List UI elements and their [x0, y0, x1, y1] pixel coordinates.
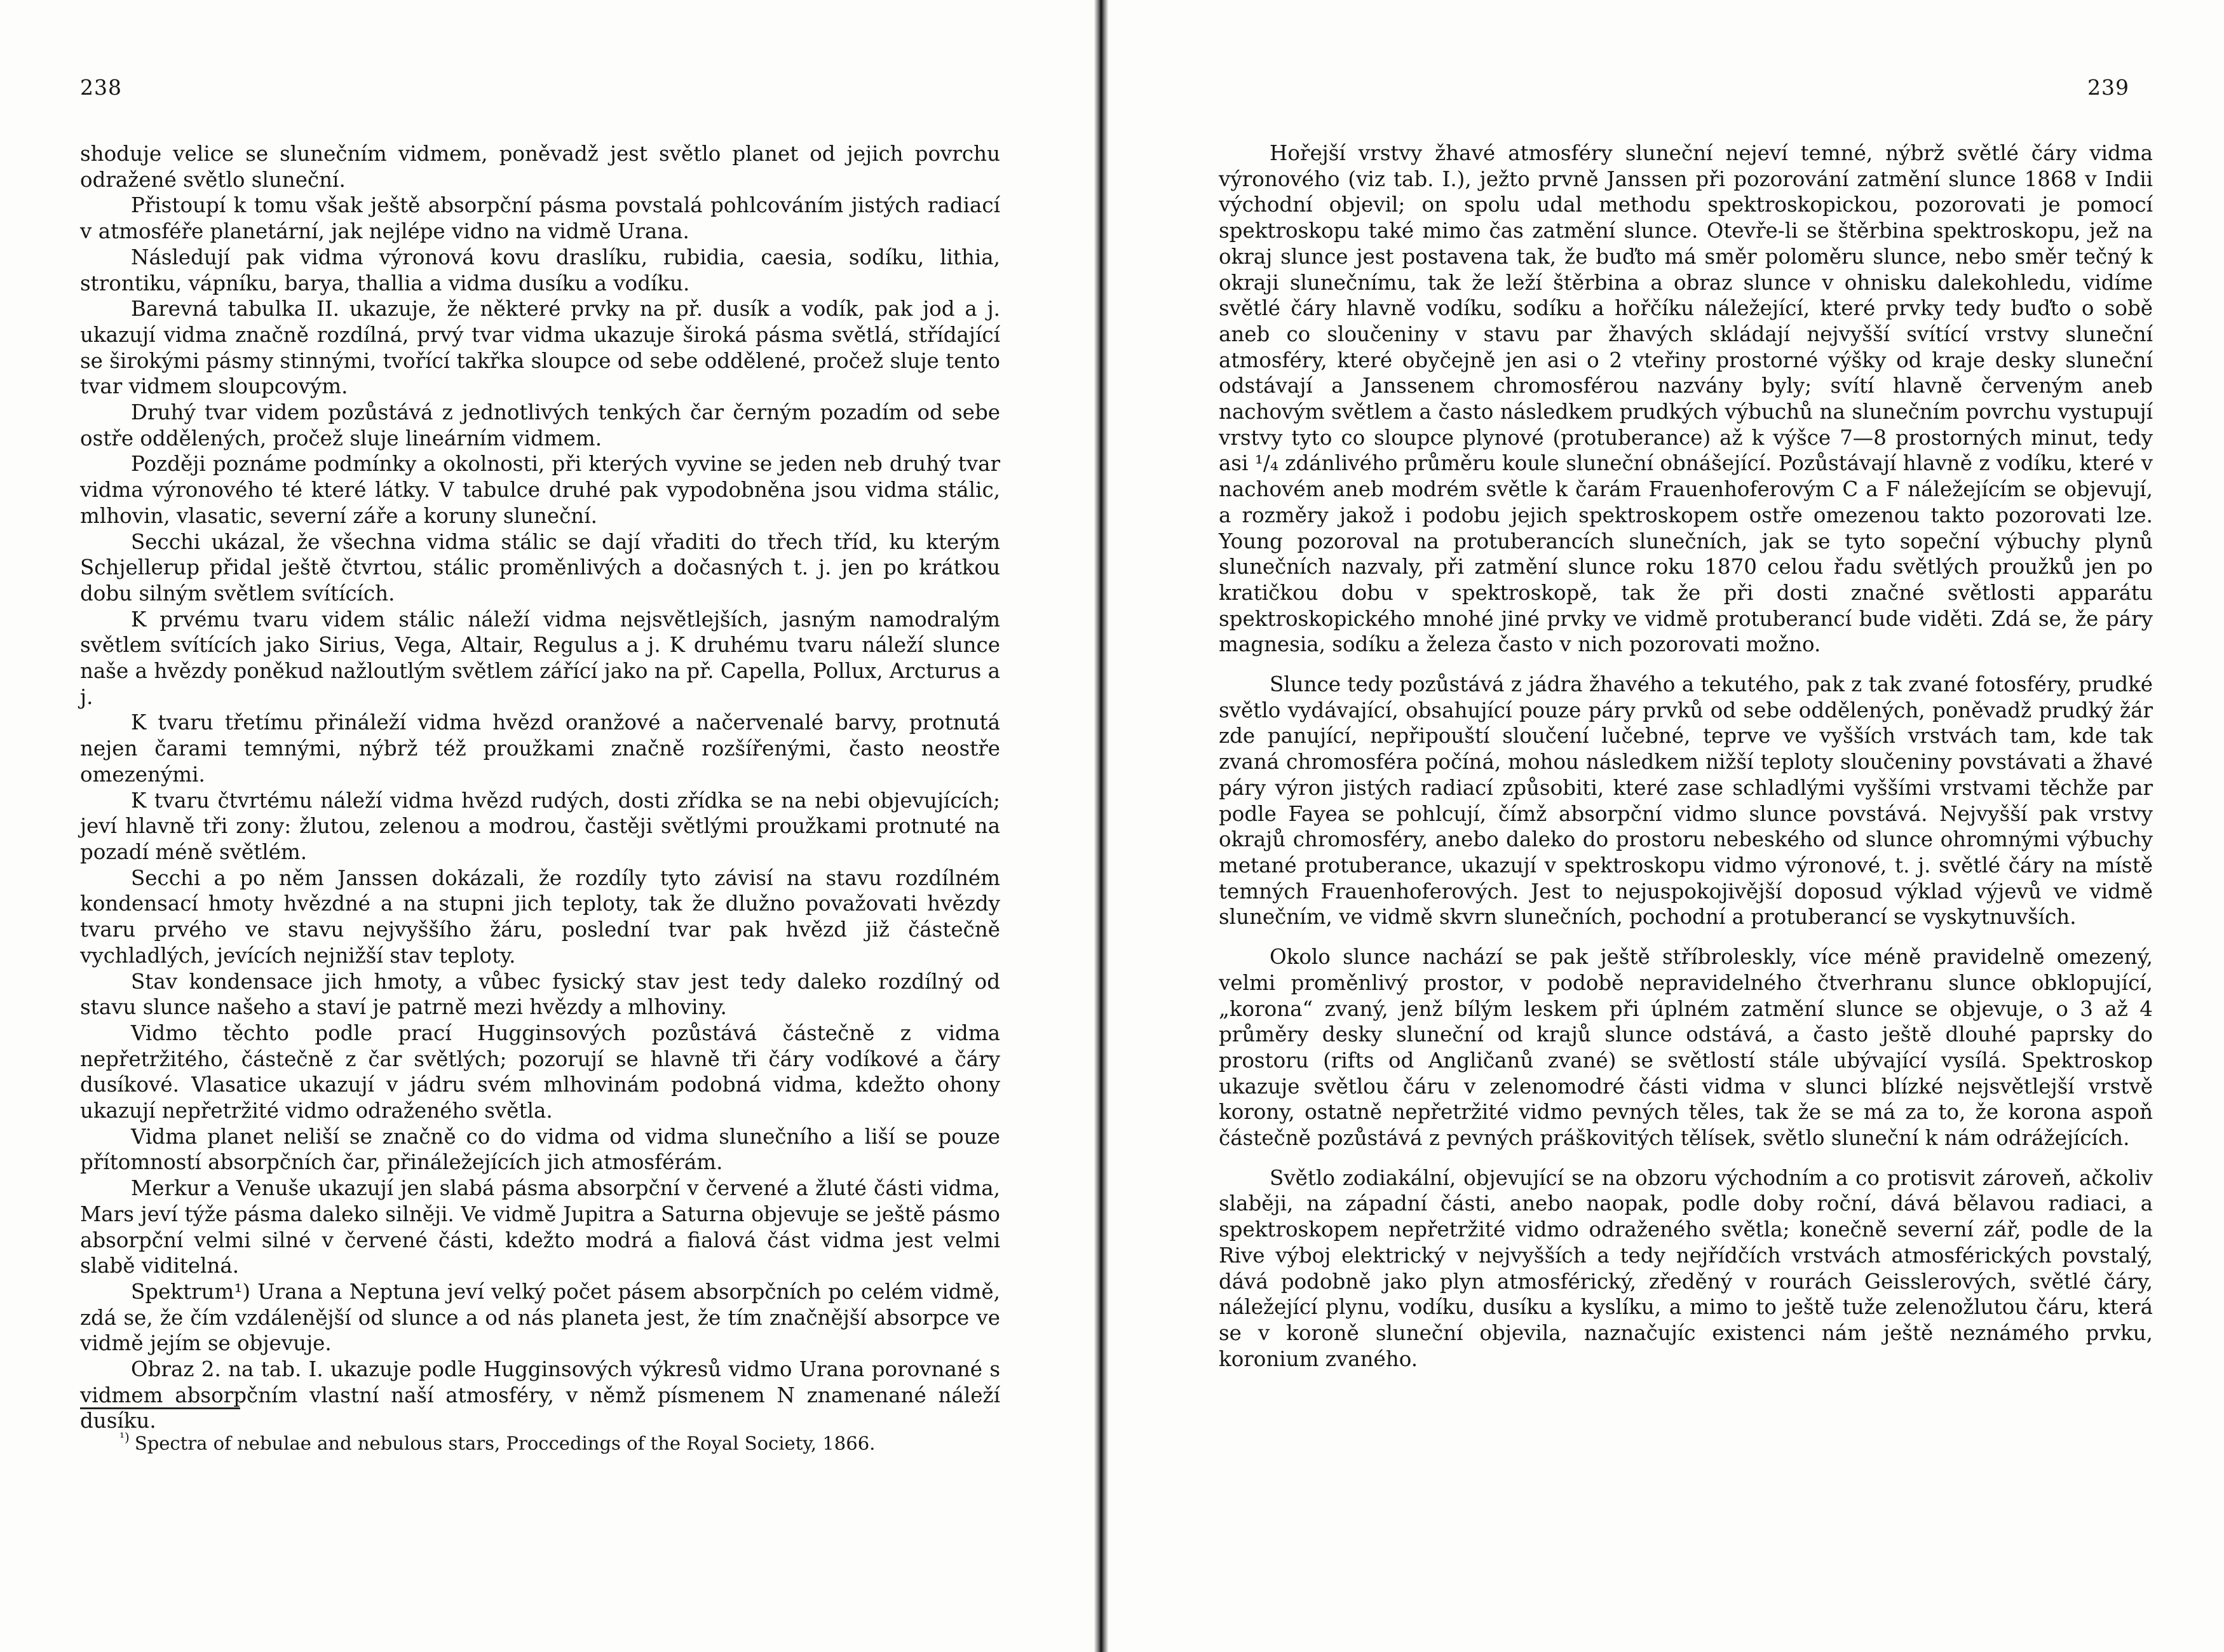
footnote-text: Spectra of nebulae and nebulous stars, Proccedings of the Royal Society, 1866. [134, 1432, 876, 1454]
paragraph: Obraz 2. na tab. I. ukazuje podle Hugginsových výkresů vidmo Urana porovnané s vidmem absorpčním vlastní naší atmosféry, v němž písmenem N znamenané náleží dusíku. [80, 1357, 1000, 1433]
paragraph: Secchi ukázal, že všechna vidma stálic se dají vřaditi do třech tříd, ku kterým Schjellerup přidal ještě čtvrtou, stálic proměnlivých a dočasných t. j. jen po krátkou dobu silným světlem svítících. [80, 529, 1000, 606]
paragraph: Okolo slunce nachází se pak ještě stříbroleskly, více méně pravidelně omezený, velmi proměnlivý prostor, v podobě nepravidelného čtverhranu slunce obklopující, „korona“ zvaný, jenž bílým leskem při úplném zatmění slunce se objevuje, o 3 až 4 průměry desky sluneční od krajů slunce odstává, a často ještě dlouhé paprsky do prostoru (rifts od Angličanů zvané) se světlostí stále ubývající vysílá. Spektroskop ukazuje světlou čáru v zelenomodré části vidma v slunci blízké nejsvětlejší vrstvě korony, ostatně nepřetržité vidmo pevných těles, tak že se má za to, že korona aspoň částečně pozůstává z pevných práškovitých tělísek, světlo sluneční k nám odrážejících. [1219, 945, 2153, 1151]
paragraph: Spektrum¹) Urana a Neptuna jeví velký počet pásem absorpčních po celém vidmě, zdá se, že čím vzdálenější od slunce a od nás planeta jest, že tím značnější absorpce ve vidmě jejím se objevuje. [80, 1279, 1000, 1356]
footnote [119, 1427, 1009, 1455]
paragraph: Stav kondensace jich hmoty, a vůbec fysický stav jest tedy daleko rozdílný od stavu slunce našeho a staví je patrně mezi hvězdy a mlhoviny. [80, 969, 1000, 1020]
page-number-right: 239 [2087, 75, 2129, 100]
paragraph: Merkur a Venuše ukazují jen slabá pásma absorpční v červené a žluté části vidma, Mars jeví týže pásma daleko silněji. Ve vidmě Jupitra a Saturna objevuje se ještě pásmo absorpční velmi silné v červené části, kdežto modrá a fialová část vidma jest velmi slabě viditelná. [80, 1176, 1000, 1278]
paragraph: K tvaru čtvrtému náleží vidma hvězd rudých, dosti zřídka se na nebi objevujících; jeví hlavně tři zony: žlutou, zelenou a modrou, častěji světlými proužkami protnuté na pozadí méně světlém. [80, 788, 1000, 864]
paragraph: Barevná tabulka II. ukazuje, že některé prvky na př. dusík a vodík, pak jod a j. ukazují vidma značně rozdílná, prvý tvar vidma ukazuje široká pásma světlá, střídající se širokými pásmy stinnými, tvořící takřka sloupce od sebe oddělené, pročež sluje tento tvar vidmem sloupcovým. [80, 297, 1000, 399]
page-number-left: 238 [80, 75, 122, 100]
paragraph: K prvému tvaru videm stálic náleží vidma nejsvětlejších, jasným namodralým světlem svítících jako Sirius, Vega, Altair, Regulus a j. K druhému tvaru náleží slunce naše a hvězdy poněkud nažloutlým světlem zářící jako na př. Capella, Pollux, Arcturus a j. [80, 607, 1000, 709]
paragraph: Následují pak vidma výronová kovu draslíku, rubidia, caesia, sodíku, lithia, strontiku, vápníku, barya, thallia a vidma dusíku a vodíku. [80, 245, 1000, 295]
paragraph: Slunce tedy pozůstává z jádra žhavého a tekutého, pak z tak zvané fotosféry, prudké světlo vydávající, obsahující pouze páry prvků od sebe oddělených, poněvadž prudký žár zde panující, nepřipouští sloučení lučebné, teprve ve vyšších vrstvách tam, kde tak zvaná chromosféra počíná, mohou následkem nižší teploty sloučeniny povstávati a žhavé páry výron jistých radiací způsobiti, které zase schladlými vyššími vrstvami těchže par podle Fayea se pohlcují, čímž absorpční vidmo slunce povstává. Nejvyšší pak vrstvy okrajů chromosféry, anebo daleko do prostoru nebeského od slunce ohromnými výbuchy metané protuberance, ukazují v spektroskopu vidmo výronové, t. j. světlé čáry na místě temných Frauenhoferových. Jest to nejuspokojivější doposud výklad výjevů ve vidmě slunečním, ve vidmě skvrn slunečních, pochodní a protuberancí se vyskytnuvších. [1219, 672, 2153, 930]
paragraph: Vidma planet neliší se značně co do vidma od vidma slunečního a liší se pouze přítomností absorpčních čar, přináležejících jich atmosférám. [80, 1124, 1000, 1175]
paragraph: shoduje velice se slunečním vidmem, poněvadž jest světlo planet od jejich povrchu odražené světlo sluneční. [80, 142, 1000, 192]
paragraph: Secchi a po něm Janssen dokázali, že rozdíly tyto závisí na stavu rozdílném kondensací hmoty hvězdné a na stupni jich teploty, tak že dlužno považovati hvězdy tvaru prvého ve stavu nejvyššího žáru, poslední tvar pak hvězd již částečně vychladlých, jevících nejnižší stav teploty. [80, 865, 1000, 968]
paragraph: K tvaru třetímu přináleží vidma hvězd oranžové a načervenalé barvy, protnutá nejen čarami temnými, nýbrž též proužkami značně rozšířenými, často neostře omezenými. [80, 710, 1000, 787]
paragraph: Přistoupí k tomu však ještě absorpční pásma povstalá pohlcováním jistých radiací v atmosféře planetární, jak nejlépe vidno na vidmě Urana. [80, 193, 1000, 244]
footnote-marker: ¹) [119, 1430, 130, 1445]
paragraph: Hořejší vrstvy žhavé atmosféry sluneční nejeví temné, nýbrž světlé čáry vidma výronového (viz tab. I.), ježto prvně Janssen při pozorování zatmění slunce 1868 v Indii východní objevil; on spolu udal methodu spektroskopickou, pozorovati je pomocí spektroskopu také mimo čas zatmění slunce. Otevře-li se štěrbina spektroskopu, jež na okraj slunce jest postavena tak, že buďto má směr poloměru slunce, nebo směr tečný k okraji slunečnímu, tak že leží štěrbina a obraz slunce v ohnisku dalekohledu, vidíme světlé čáry hlavně vodíku, sodíku a hořčíku náležející, které prvky tedy buďto o sobě aneb co sloučeniny v stavu par žhavých skládají nejvyšší svítící vrstvy sluneční atmosféry, které obyčejně jen asi o 2 vteřiny prostorné výšky od kraje desky sluneční odstávají a Janssenem chromosférou nazvány byly; svítí hlavně červeným aneb nachovým světlem a často následkem prudkých výbuchů na slunečním povrchu vystupují vrstvy tyto co sloupce plynové (protuberance) až k výšce 7—8 prostorných minut, tedy asi ¹/₄ zdánlivého průměru koule sluneční obnášející. Pozůstávají hlavně z vodíku, které v nachovém aneb modrém světle k čarám Frauenhoferovým C a F náležejícím se objevují, a rozměry jakož i podobu jejich spektroskopem ostře omezenou takto pozorovati lze. Young pozoroval na protuberancích slunečních, jak se tyto sopeční výbuchy plynů slunečních nazvaly, při zatmění slunce roku 1870 celou řadu světlých proužků jen po kratičkou dobu v spektroskopě, tak že při dosti značné světlosti apparátu spektroskopického mnohé jiné prvky ve vidmě protuberancí bude viděti. Zdá se, že páry magnesia, sodíku a železa často v nich pozorovati možno. [1219, 141, 2153, 657]
paragraph: Později poznáme podmínky a okolnosti, při kterých vyvine se jeden neb druhý tvar vidma výronového té které látky. V tabulce druhé pak vypodobněna jsou vidma stálic, mlhovin, vlasatic, severní záře a koruny sluneční. [80, 452, 1000, 528]
left-page [0, 0, 1093, 1652]
right-page [1106, 0, 2224, 1652]
right-page-text [1219, 140, 2153, 1372]
footnote-divider [80, 1407, 240, 1409]
left-page-text [80, 141, 1000, 1434]
paragraph: Světlo zodiakální, objevující se na obzoru východním a co protisvit zároveň, ačkoliv slaběji, na západní části, anebo naopak, podle doby roční, dává bělavou radiaci, a spektroskopem nepřetržité vidmo odraženého světla; konečně severní zář, podle de la Rive výboj elektrický v nejvyšších a tedy nejřídčích vrstvách atmosférických povstalý, dává podobně jako plyn atmosférický, zředěný v rourách Geisslerových, světlé čáry, náležející plynu, vodíku, dusíku a kyslíku, a mimo to ještě tuže zelenožlutou čáru, která se v koroně sluneční objevila, naznačujíc existenci nám ještě neznámého prvku, koronium zvaného. [1219, 1165, 2153, 1371]
paragraph: Vidmo těchto podle prací Hugginsových pozůstává částečně z vidma nepřetržitého, částečně z čar světlých; pozorují se hlavně tři čáry vodíkové a čáry dusíkové. Vlasatice ukazují v jádru svém mlhovinám podobná vidma, kdežto ohony ukazují nepřetržité vidmo odraženého světla. [80, 1020, 1000, 1123]
paragraph: Druhý tvar videm pozůstává z jednotlivých tenkých čar černým pozadím od sebe ostře oddělených, pročež sluje lineárním vidmem. [80, 400, 1000, 450]
